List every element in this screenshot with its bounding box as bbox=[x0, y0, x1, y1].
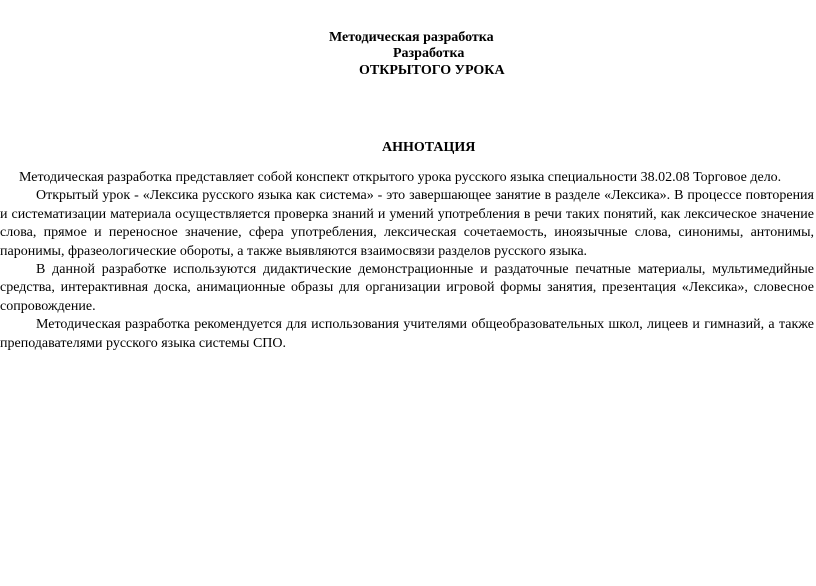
document-title-line-1: Методическая разработка bbox=[329, 30, 494, 45]
annotation-paragraph-4: Методическая разработка рекомендуется для использования учителями общеобразовательных школ, лицеев и гимназий, а также преподавателями русского языка системы СПО. bbox=[0, 317, 814, 351]
annotation-paragraph-1: Методическая разработка представляет собой конспект открытого урока русского языка специальности 38.02.08 Торговое дело. bbox=[19, 170, 782, 185]
document-title-line-2: Разработка bbox=[393, 46, 465, 61]
annotation-body bbox=[0, 169, 814, 353]
annotation-paragraph-2: Открытый урок - «Лексика русского языка как система» - это завершающее занятие в разделе «Лексика». В процессе повторения и систематизации материала осуществляется проверка знаний и умений употребления в речи таких понятий, как лексическое значение слова, прямое и переносное значение, сфера употребления, лексическая сочетаемость, иноязычные слова, синонимы, антонимы, паронимы, фразеологические обороты, а также выявляются взаимосвязи разделов русского языка. bbox=[0, 188, 814, 259]
document-title-line-3: ОТКРЫТОГО УРОКА bbox=[359, 63, 505, 78]
annotation-paragraph-3: В данной разработке используются дидактические демонстрационные и раздаточные печатные материалы, мультимедийные средства, интерактивная доска, анимационные образы для организации игровой формы занятия, презентация «Лексика», словесное сопровождение. bbox=[0, 262, 814, 314]
annotation-heading: АННОТАЦИЯ bbox=[382, 140, 476, 155]
